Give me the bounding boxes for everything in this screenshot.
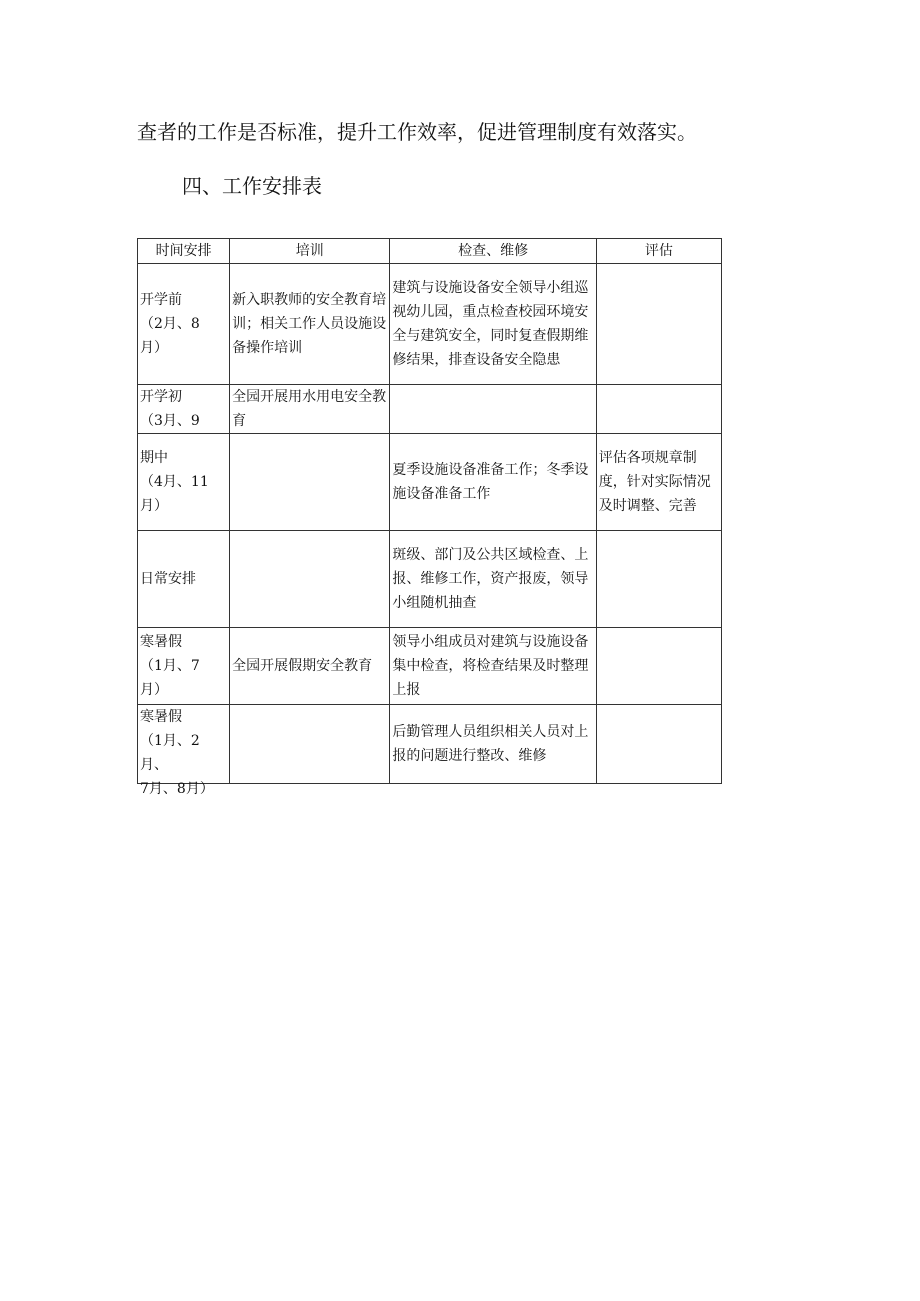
training-cell [230, 628, 390, 705]
inspection-text: 夏季设施设备准备工作；冬季设施设备准备工作 [392, 462, 589, 502]
inspection-cell [390, 531, 596, 628]
work-schedule-table [137, 238, 722, 797]
evaluation-cell [596, 264, 721, 385]
section-title: 四、工作安排表 [182, 174, 322, 198]
inspection-text: 领导小组成员对建筑与设施设备集中检查，将检查结果及时整理上报 [392, 634, 589, 698]
time-cell [138, 385, 230, 434]
table-row [138, 385, 722, 434]
evaluation-cell [596, 531, 721, 628]
table-row [138, 434, 722, 531]
evaluation-cell [596, 434, 721, 531]
inspection-text: 斑级、部门及公共区域检查、上报、维修工作，资产报废，领导小组随机抽查 [392, 547, 589, 611]
training-cell [230, 264, 390, 385]
table-row [138, 264, 722, 385]
time-text: 日常安排 [140, 571, 196, 587]
time-text: 寒暑假 （1月、2 月、 7月、8月） [140, 709, 214, 797]
evaluation-cell [596, 385, 721, 434]
inspection-text: 后勤管理人员组织相关人员对上报的问题进行整改、维修 [392, 724, 589, 764]
time-text: 开学前 （2月、8 月） [140, 292, 200, 356]
header-inspection: 检查、维修 [390, 239, 596, 264]
time-text: 寒暑假 （1月、7 月） [140, 634, 200, 698]
time-cell [138, 705, 230, 797]
training-text: 全园开展假期安全教育 [232, 658, 373, 674]
table-row [138, 628, 722, 705]
header-evaluation: 评估 [596, 239, 721, 264]
table-row [138, 531, 722, 628]
inspection-text: 建筑与设施设备安全领导小组巡视幼儿园，重点检查校园环境安全与建筑安全，同时复查假期维修结果，排查设备安全隐患 [392, 280, 589, 368]
table-header-row [138, 239, 722, 264]
inspection-cell [390, 264, 596, 385]
training-text: 新入职教师的安全教育培训；相关工作人员设施设备操作培训 [232, 292, 387, 356]
training-cell [230, 531, 390, 628]
time-cell [138, 264, 230, 385]
inspection-cell [390, 434, 596, 531]
inspection-cell [390, 385, 596, 434]
table-row [138, 705, 722, 784]
evaluation-cell [596, 705, 721, 784]
time-text: 期中 （4月、11 月） [140, 450, 209, 514]
time-cell [138, 628, 230, 705]
training-cell [230, 434, 390, 531]
evaluation-text: 评估各项规章制度，针对实际情况及时调整、完善 [598, 450, 711, 514]
time-cell [138, 531, 230, 628]
header-training: 培训 [230, 239, 390, 264]
time-cell [138, 434, 230, 531]
evaluation-cell [596, 628, 721, 705]
body-paragraph: 查者的工作是否标准，提升工作效率，促进管理制度有效落实。 [137, 120, 697, 144]
training-cell [230, 705, 390, 784]
inspection-cell [390, 705, 596, 784]
inspection-cell [390, 628, 596, 705]
header-time: 时间安排 [138, 239, 230, 264]
training-text: 全园开展用水用电安全教育 [232, 389, 387, 429]
training-cell [230, 385, 390, 434]
time-text: 开学初 （3月、9 [140, 389, 200, 429]
